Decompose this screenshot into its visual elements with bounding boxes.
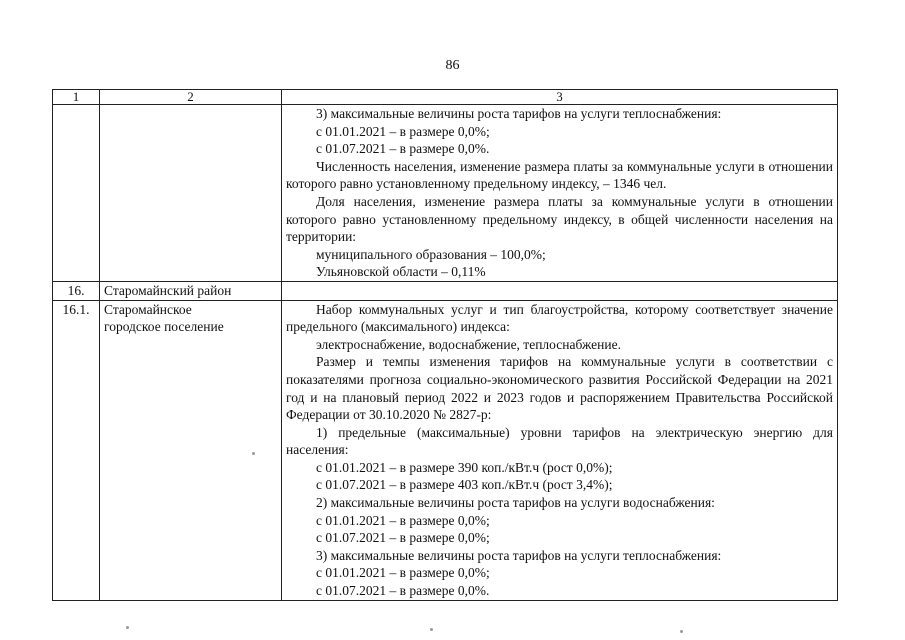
description-paragraph: 2) максимальные величины роста тарифов на услуги водоснабжения:	[316, 495, 715, 511]
table-row	[53, 300, 838, 600]
description-paragraph: 3) максимальные величины роста тарифов на услуги теплоснабжения:	[316, 547, 722, 563]
description-paragraph: с 01.01.2021 – в размере 0,0%;	[316, 565, 490, 581]
municipality-name	[100, 300, 282, 600]
municipality-name-line: городское поселение	[104, 319, 224, 335]
table-header-row	[53, 90, 838, 105]
description-paragraph: Размер и темпы изменения тарифов на коммунальные услуги в соответствии с показателями прогноза социально-экономического развития Российской Федерации на 2021 год и на плановый период 2022 и 2023 годов и распоряжением Правительства Российской Федерации от 30.10.2020 № 2827-р:	[286, 354, 833, 423]
description-paragraph: Ульяновской области – 0,11%	[316, 264, 486, 280]
description-paragraph: с 01.01.2021 – в размере 0,0%;	[316, 512, 490, 528]
scan-speck	[252, 452, 255, 455]
description-paragraph: Набор коммунальных услуг и тип благоустройства, которому соответствует значение предельного (максимального) индекса:	[286, 301, 833, 335]
description-paragraph: с 01.01.2021 – в размере 390 коп./кВт.ч (рост 0,0%);	[316, 459, 613, 475]
header-col-2: 2	[100, 90, 282, 105]
tariff-description	[282, 281, 838, 300]
municipality-name	[100, 281, 282, 300]
description-paragraph: Доля населения, изменение размера платы за коммунальные услуги в отношении которого равно установленному предельному индексу, в общей численности населения на территории:	[286, 193, 833, 245]
description-paragraph: муниципального образования – 100,0%;	[316, 246, 546, 262]
row-number: 16.	[53, 281, 100, 300]
header-col-3: 3	[282, 90, 838, 105]
description-paragraph: Численность населения, изменение размера платы за коммунальные услуги в отношении которого равно установленному предельному индексу, – 1346 чел.	[286, 158, 833, 192]
description-paragraph: 3) максимальные величины роста тарифов на услуги теплоснабжения:	[316, 106, 722, 121]
description-paragraph: с 01.07.2021 – в размере 0,0%;	[316, 530, 490, 546]
tariff-description	[282, 300, 838, 600]
description-paragraph: с 01.07.2021 – в размере 0,0%.	[316, 141, 490, 157]
page-number: 86	[445, 58, 460, 73]
row-number	[53, 105, 100, 282]
description-paragraph: с 01.01.2021 – в размере 0,0%;	[316, 123, 490, 139]
description-paragraph: 1) предельные (максимальные) уровни тарифов на электрическую энергию для населения:	[286, 424, 833, 458]
description-paragraph: электроснабжение, водоснабжение, теплоснабжение.	[316, 336, 621, 352]
row-number: 16.1.	[53, 300, 100, 600]
scan-speck	[680, 630, 683, 633]
description-paragraph: с 01.07.2021 – в размере 403 коп./кВт.ч (рост 3,4%);	[316, 477, 613, 493]
description-paragraph: с 01.07.2021 – в размере 0,0%.	[316, 583, 490, 599]
header-col-1: 1	[53, 90, 100, 105]
scan-speck	[430, 628, 433, 631]
tariff-table	[52, 89, 838, 601]
municipality-name-line: Старомайнский район	[104, 282, 232, 298]
table-row	[53, 281, 838, 300]
tariff-description	[282, 105, 838, 282]
municipality-name	[100, 105, 282, 282]
table-row	[53, 105, 838, 282]
municipality-name-line: Старомайнское	[104, 301, 192, 317]
scan-speck	[126, 626, 129, 629]
